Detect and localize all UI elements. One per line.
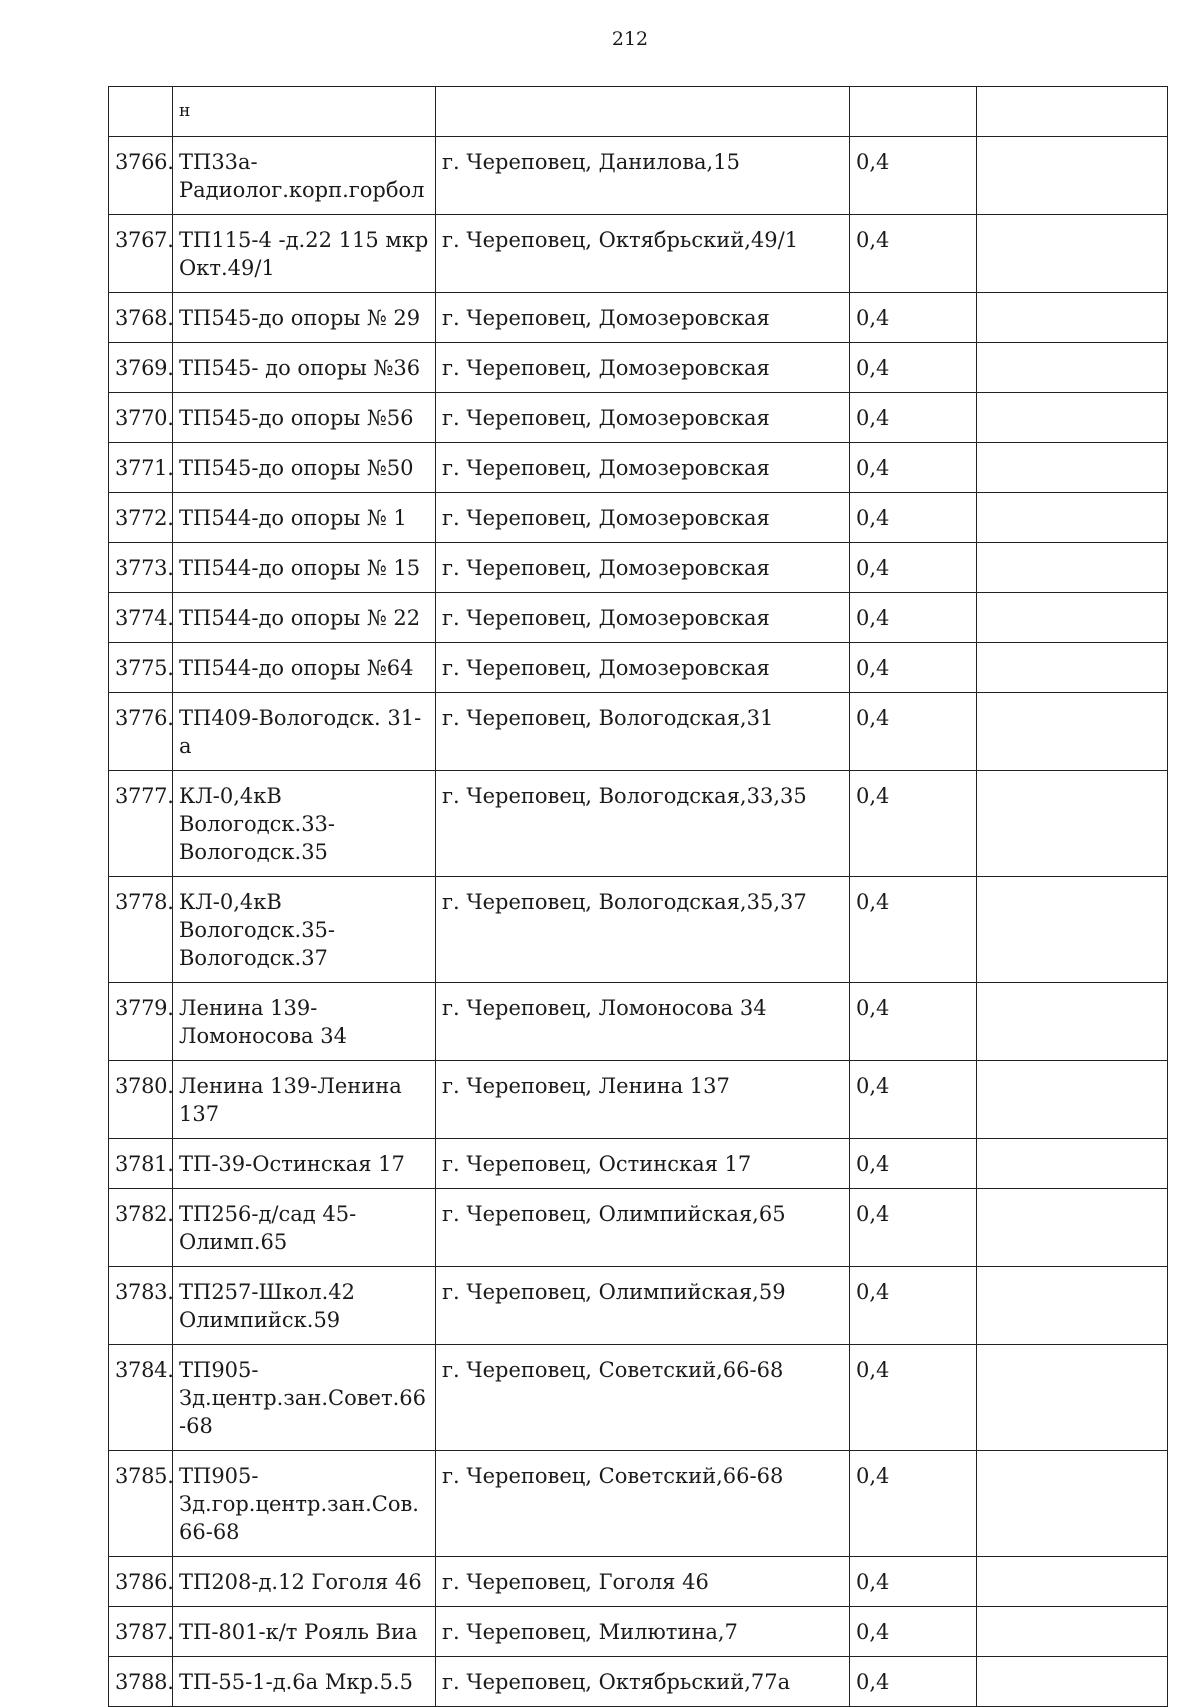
- carry-over-voltage-cell: [850, 87, 977, 137]
- row-number-cell: 3766.: [109, 137, 173, 215]
- row-number-cell: 3769.: [109, 343, 173, 393]
- row-number-cell: 3787.: [109, 1607, 173, 1657]
- row-number-cell: 3767.: [109, 215, 173, 293]
- address-cell: г. Череповец, Домозеровская: [436, 443, 850, 493]
- address-cell: г. Череповец, Олимпийская,65: [436, 1189, 850, 1267]
- table-row: [109, 593, 1168, 643]
- object-name-cell: ТП544-до опоры №64: [173, 643, 436, 693]
- table-row: [109, 1345, 1168, 1451]
- row-number-cell: 3775.: [109, 643, 173, 693]
- voltage-cell: 0,4: [850, 343, 977, 393]
- extra-cell: [977, 593, 1168, 643]
- extra-cell: [977, 443, 1168, 493]
- address-cell: г. Череповец, Октябрьский,49/1: [436, 215, 850, 293]
- extra-cell: [977, 1657, 1168, 1707]
- object-name-cell: ТП257-Школ.42 Олимпийск.59: [173, 1267, 436, 1345]
- table-row: [109, 877, 1168, 983]
- address-cell: г. Череповец, Вологодская,31: [436, 693, 850, 771]
- row-number-cell: 3779.: [109, 983, 173, 1061]
- extra-cell: [977, 1607, 1168, 1657]
- object-name-cell: ТП33а-Радиолог.корп.горбол: [173, 137, 436, 215]
- table-row: [109, 1607, 1168, 1657]
- object-name-cell: ТП-39-Остинская 17: [173, 1139, 436, 1189]
- row-number-cell: 3772.: [109, 493, 173, 543]
- voltage-cell: 0,4: [850, 215, 977, 293]
- voltage-cell: 0,4: [850, 1345, 977, 1451]
- table-row: [109, 215, 1168, 293]
- voltage-cell: 0,4: [850, 393, 977, 443]
- row-number-cell: 3783.: [109, 1267, 173, 1345]
- address-cell: г. Череповец, Домозеровская: [436, 493, 850, 543]
- object-name-cell: ТП544-до опоры № 15: [173, 543, 436, 593]
- voltage-cell: 0,4: [850, 643, 977, 693]
- object-name-cell: ТП-55-1-д.6а Мкр.5.5: [173, 1657, 436, 1707]
- carry-over-num-cell: [109, 87, 173, 137]
- address-cell: г. Череповец, Данилова,15: [436, 137, 850, 215]
- address-cell: г. Череповец, Ломоносова 34: [436, 983, 850, 1061]
- object-name-cell: КЛ-0,4кВ Вологодск.35-Вологодск.37: [173, 877, 436, 983]
- voltage-cell: 0,4: [850, 493, 977, 543]
- voltage-cell: 0,4: [850, 293, 977, 343]
- carry-over-name-cell: н: [173, 87, 436, 137]
- object-name-cell: ТП-801-к/т Рояль Виа: [173, 1607, 436, 1657]
- table-row: [109, 643, 1168, 693]
- voltage-cell: 0,4: [850, 543, 977, 593]
- row-number-cell: 3776.: [109, 693, 173, 771]
- table-row: [109, 393, 1168, 443]
- extra-cell: [977, 1189, 1168, 1267]
- voltage-cell: 0,4: [850, 983, 977, 1061]
- address-cell: г. Череповец, Советский,66-68: [436, 1345, 850, 1451]
- table-row: [109, 1451, 1168, 1557]
- voltage-cell: 0,4: [850, 137, 977, 215]
- address-cell: г. Череповец, Милютина,7: [436, 1607, 850, 1657]
- voltage-cell: 0,4: [850, 1267, 977, 1345]
- voltage-cell: 0,4: [850, 1139, 977, 1189]
- voltage-cell: 0,4: [850, 1061, 977, 1139]
- voltage-cell: 0,4: [850, 877, 977, 983]
- address-cell: г. Череповец, Домозеровская: [436, 543, 850, 593]
- object-name-cell: ТП544-до опоры № 1: [173, 493, 436, 543]
- row-number-cell: 3786.: [109, 1557, 173, 1607]
- row-number-cell: 3777.: [109, 771, 173, 877]
- row-number-cell: 3771.: [109, 443, 173, 493]
- address-cell: г. Череповец, Домозеровская: [436, 343, 850, 393]
- object-name-cell: ТП545- до опоры №36: [173, 343, 436, 393]
- extra-cell: [977, 1451, 1168, 1557]
- address-cell: г. Череповец, Ленина 137: [436, 1061, 850, 1139]
- table-row: [109, 693, 1168, 771]
- address-cell: г. Череповец, Вологодская,35,37: [436, 877, 850, 983]
- voltage-cell: 0,4: [850, 1189, 977, 1267]
- object-name-cell: ТП545-до опоры №56: [173, 393, 436, 443]
- voltage-cell: 0,4: [850, 593, 977, 643]
- extra-cell: [977, 643, 1168, 693]
- row-number-cell: 3770.: [109, 393, 173, 443]
- table-row: [109, 293, 1168, 343]
- object-name-cell: ТП545-до опоры № 29: [173, 293, 436, 343]
- row-number-cell: 3768.: [109, 293, 173, 343]
- extra-cell: [977, 1139, 1168, 1189]
- table-row: [109, 1189, 1168, 1267]
- extra-cell: [977, 1345, 1168, 1451]
- address-cell: г. Череповец, Вологодская,33,35: [436, 771, 850, 877]
- object-name-cell: Ленина 139-Ленина 137: [173, 1061, 436, 1139]
- registry-table-body: [109, 87, 1168, 1707]
- row-number-cell: 3784.: [109, 1345, 173, 1451]
- row-number-cell: 3780.: [109, 1061, 173, 1139]
- table-row: [109, 1657, 1168, 1707]
- extra-cell: [977, 877, 1168, 983]
- voltage-cell: 0,4: [850, 1557, 977, 1607]
- object-name-cell: Ленина 139-Ломоносова 34: [173, 983, 436, 1061]
- voltage-cell: 0,4: [850, 771, 977, 877]
- object-name-cell: ТП115-4 -д.22 115 мкр Окт.49/1: [173, 215, 436, 293]
- row-number-cell: 3788.: [109, 1657, 173, 1707]
- extra-cell: [977, 137, 1168, 215]
- extra-cell: [977, 493, 1168, 543]
- table-row: [109, 1557, 1168, 1607]
- address-cell: г. Череповец, Октябрьский,77а: [436, 1657, 850, 1707]
- extra-cell: [977, 983, 1168, 1061]
- object-name-cell: КЛ-0,4кВ Вологодск.33-Вологодск.35: [173, 771, 436, 877]
- extra-cell: [977, 1267, 1168, 1345]
- table-row: [109, 771, 1168, 877]
- row-number-cell: 3773.: [109, 543, 173, 593]
- row-number-cell: 3774.: [109, 593, 173, 643]
- table-row: [109, 343, 1168, 393]
- table-row: [109, 1061, 1168, 1139]
- table-row: [109, 1267, 1168, 1345]
- address-cell: г. Череповец, Домозеровская: [436, 293, 850, 343]
- carry-over-address-cell: [436, 87, 850, 137]
- voltage-cell: 0,4: [850, 443, 977, 493]
- table-row: [109, 137, 1168, 215]
- object-name-cell: ТП905-Зд.гор.центр.зан.Сов.66-68: [173, 1451, 436, 1557]
- object-name-cell: ТП256-д/сад 45-Олимп.65: [173, 1189, 436, 1267]
- row-number-cell: 3785.: [109, 1451, 173, 1557]
- voltage-cell: 0,4: [850, 1607, 977, 1657]
- object-name-cell: ТП409-Вологодск. 31-а: [173, 693, 436, 771]
- table-row: [109, 1139, 1168, 1189]
- voltage-cell: 0,4: [850, 693, 977, 771]
- object-name-cell: ТП208-д.12 Гоголя 46: [173, 1557, 436, 1607]
- extra-cell: [977, 1557, 1168, 1607]
- extra-cell: [977, 343, 1168, 393]
- address-cell: г. Череповец, Гоголя 46: [436, 1557, 850, 1607]
- extra-cell: [977, 543, 1168, 593]
- carry-over-extra-cell: [977, 87, 1168, 137]
- row-number-cell: 3782.: [109, 1189, 173, 1267]
- page-number: 212: [611, 28, 649, 50]
- table-row: [109, 543, 1168, 593]
- address-cell: г. Череповец, Домозеровская: [436, 593, 850, 643]
- row-number-cell: 3778.: [109, 877, 173, 983]
- address-cell: г. Череповец, Домозеровская: [436, 643, 850, 693]
- address-cell: г. Череповец, Остинская 17: [436, 1139, 850, 1189]
- address-cell: г. Череповец, Домозеровская: [436, 393, 850, 443]
- extra-cell: [977, 1061, 1168, 1139]
- address-cell: г. Череповец, Олимпийская,59: [436, 1267, 850, 1345]
- extra-cell: [977, 393, 1168, 443]
- table-row: [109, 443, 1168, 493]
- voltage-cell: 0,4: [850, 1657, 977, 1707]
- object-name-cell: ТП544-до опоры № 22: [173, 593, 436, 643]
- voltage-cell: 0,4: [850, 1451, 977, 1557]
- extra-cell: [977, 771, 1168, 877]
- carry-over-row: [109, 87, 1168, 137]
- table-row: [109, 493, 1168, 543]
- object-name-cell: ТП545-до опоры №50: [173, 443, 436, 493]
- object-name-cell: ТП905-Зд.центр.зан.Совет.66-68: [173, 1345, 436, 1451]
- table-row: [109, 983, 1168, 1061]
- row-number-cell: 3781.: [109, 1139, 173, 1189]
- extra-cell: [977, 693, 1168, 771]
- registry-table: [108, 86, 1168, 1707]
- extra-cell: [977, 293, 1168, 343]
- extra-cell: [977, 215, 1168, 293]
- address-cell: г. Череповец, Советский,66-68: [436, 1451, 850, 1557]
